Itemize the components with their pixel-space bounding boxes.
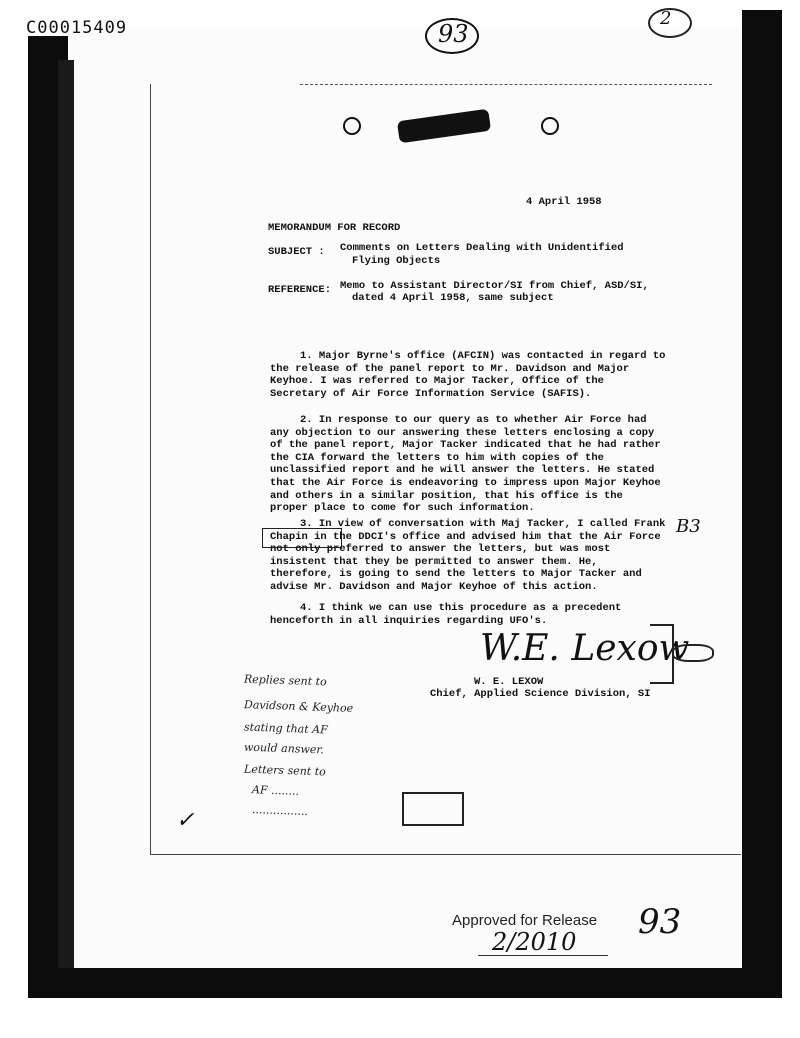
paragraph-1: 1. Major Byrne's office (AFCIN) was contacted in regard to the release of the panel report to Mr. Davidson and Major Keyhoe. I was referred to Major Tacker, Office of the Secretary of Air Force Information Service (SAFIS). xyxy=(270,350,666,400)
paragraph-2: 2. In response to our query as to whether Air Force had any objection to our answering these letters enclosing a copy of the panel report, Major Tacker indicated that he had rather the CIA forward the letters to him with copies of the unclassified report and he will answer the letters. He stated that the Air Force is endeavoring to impress upon Major Keyhoe and others in a similar position, that his office is the proper place to come for such information. xyxy=(270,414,661,515)
signature: W.E. Lexow xyxy=(480,628,690,669)
subject-line-1: Comments on Letters Dealing with Unidentified xyxy=(340,242,624,254)
punch-hole-right xyxy=(541,117,559,135)
handwritten-note-line: stating that AF xyxy=(243,720,328,737)
subject-line-2: Flying Objects xyxy=(352,255,441,267)
top-divider xyxy=(300,84,712,85)
handwritten-note-line: Replies sent to xyxy=(243,672,327,689)
reference-line-1: Memo to Assistant Director/SI from Chief, ASD/SI, xyxy=(340,280,649,292)
handwritten-note-line: would answer. xyxy=(243,740,325,757)
handwritten-box-name xyxy=(262,528,342,548)
handwritten-note-line: AF ........ xyxy=(251,783,300,798)
reference-line-2: dated 4 April 1958, same subject xyxy=(352,292,554,304)
handwritten-note-line: Davidson & Keyhoe xyxy=(243,698,354,715)
subject-label: SUBJECT : xyxy=(268,246,325,258)
scan-edge-right xyxy=(742,10,782,990)
handwritten-note-box xyxy=(402,792,464,826)
punch-hole-left xyxy=(343,117,361,135)
paragraph-4: 4. I think we can use this procedure as a precedent henceforth in all inquiries regarding UFO's. xyxy=(270,602,622,627)
scan-edge-bottom xyxy=(28,968,782,998)
paragraph-3: 3. In view of conversation with Maj Tacker, I called Frank Chapin in the DDCI's office and advised him that the Air Force not only preferred to answer the letters, but was most insistent that they be permitted to answer them. He, therefore, is going to send the letters to Major Tacker and advise Mr. Davidson and Major Keyhoe of this action. xyxy=(270,518,666,593)
document-id: C00015409 xyxy=(26,18,128,38)
handwritten-note-line: Letters sent to xyxy=(243,762,326,779)
release-page-mark: 93 xyxy=(638,902,682,942)
signer-title: Chief, Applied Science Division, SI xyxy=(430,688,651,700)
memo-title: MEMORANDUM FOR RECORD xyxy=(268,222,401,234)
signature-bracket xyxy=(650,624,674,684)
checkmark-icon: ✓ xyxy=(176,808,195,833)
release-stamp-date: 2/2010 xyxy=(492,928,577,956)
scan-edge-left-inner xyxy=(58,60,74,990)
handwritten-note-line: ................ xyxy=(251,803,309,818)
corner-mark: 2 xyxy=(660,8,672,29)
signature-scrawl xyxy=(672,644,714,662)
release-stamp-label: Approved for Release xyxy=(452,912,598,929)
margin-mark: B3 xyxy=(676,516,701,537)
reference-label: REFERENCE: xyxy=(268,284,332,296)
release-stamp-underline xyxy=(478,955,608,956)
page-number-handwritten: 93 xyxy=(438,20,469,48)
memo-date: 4 April 1958 xyxy=(526,196,602,208)
signer-name: W. E. LEXOW xyxy=(474,676,544,688)
